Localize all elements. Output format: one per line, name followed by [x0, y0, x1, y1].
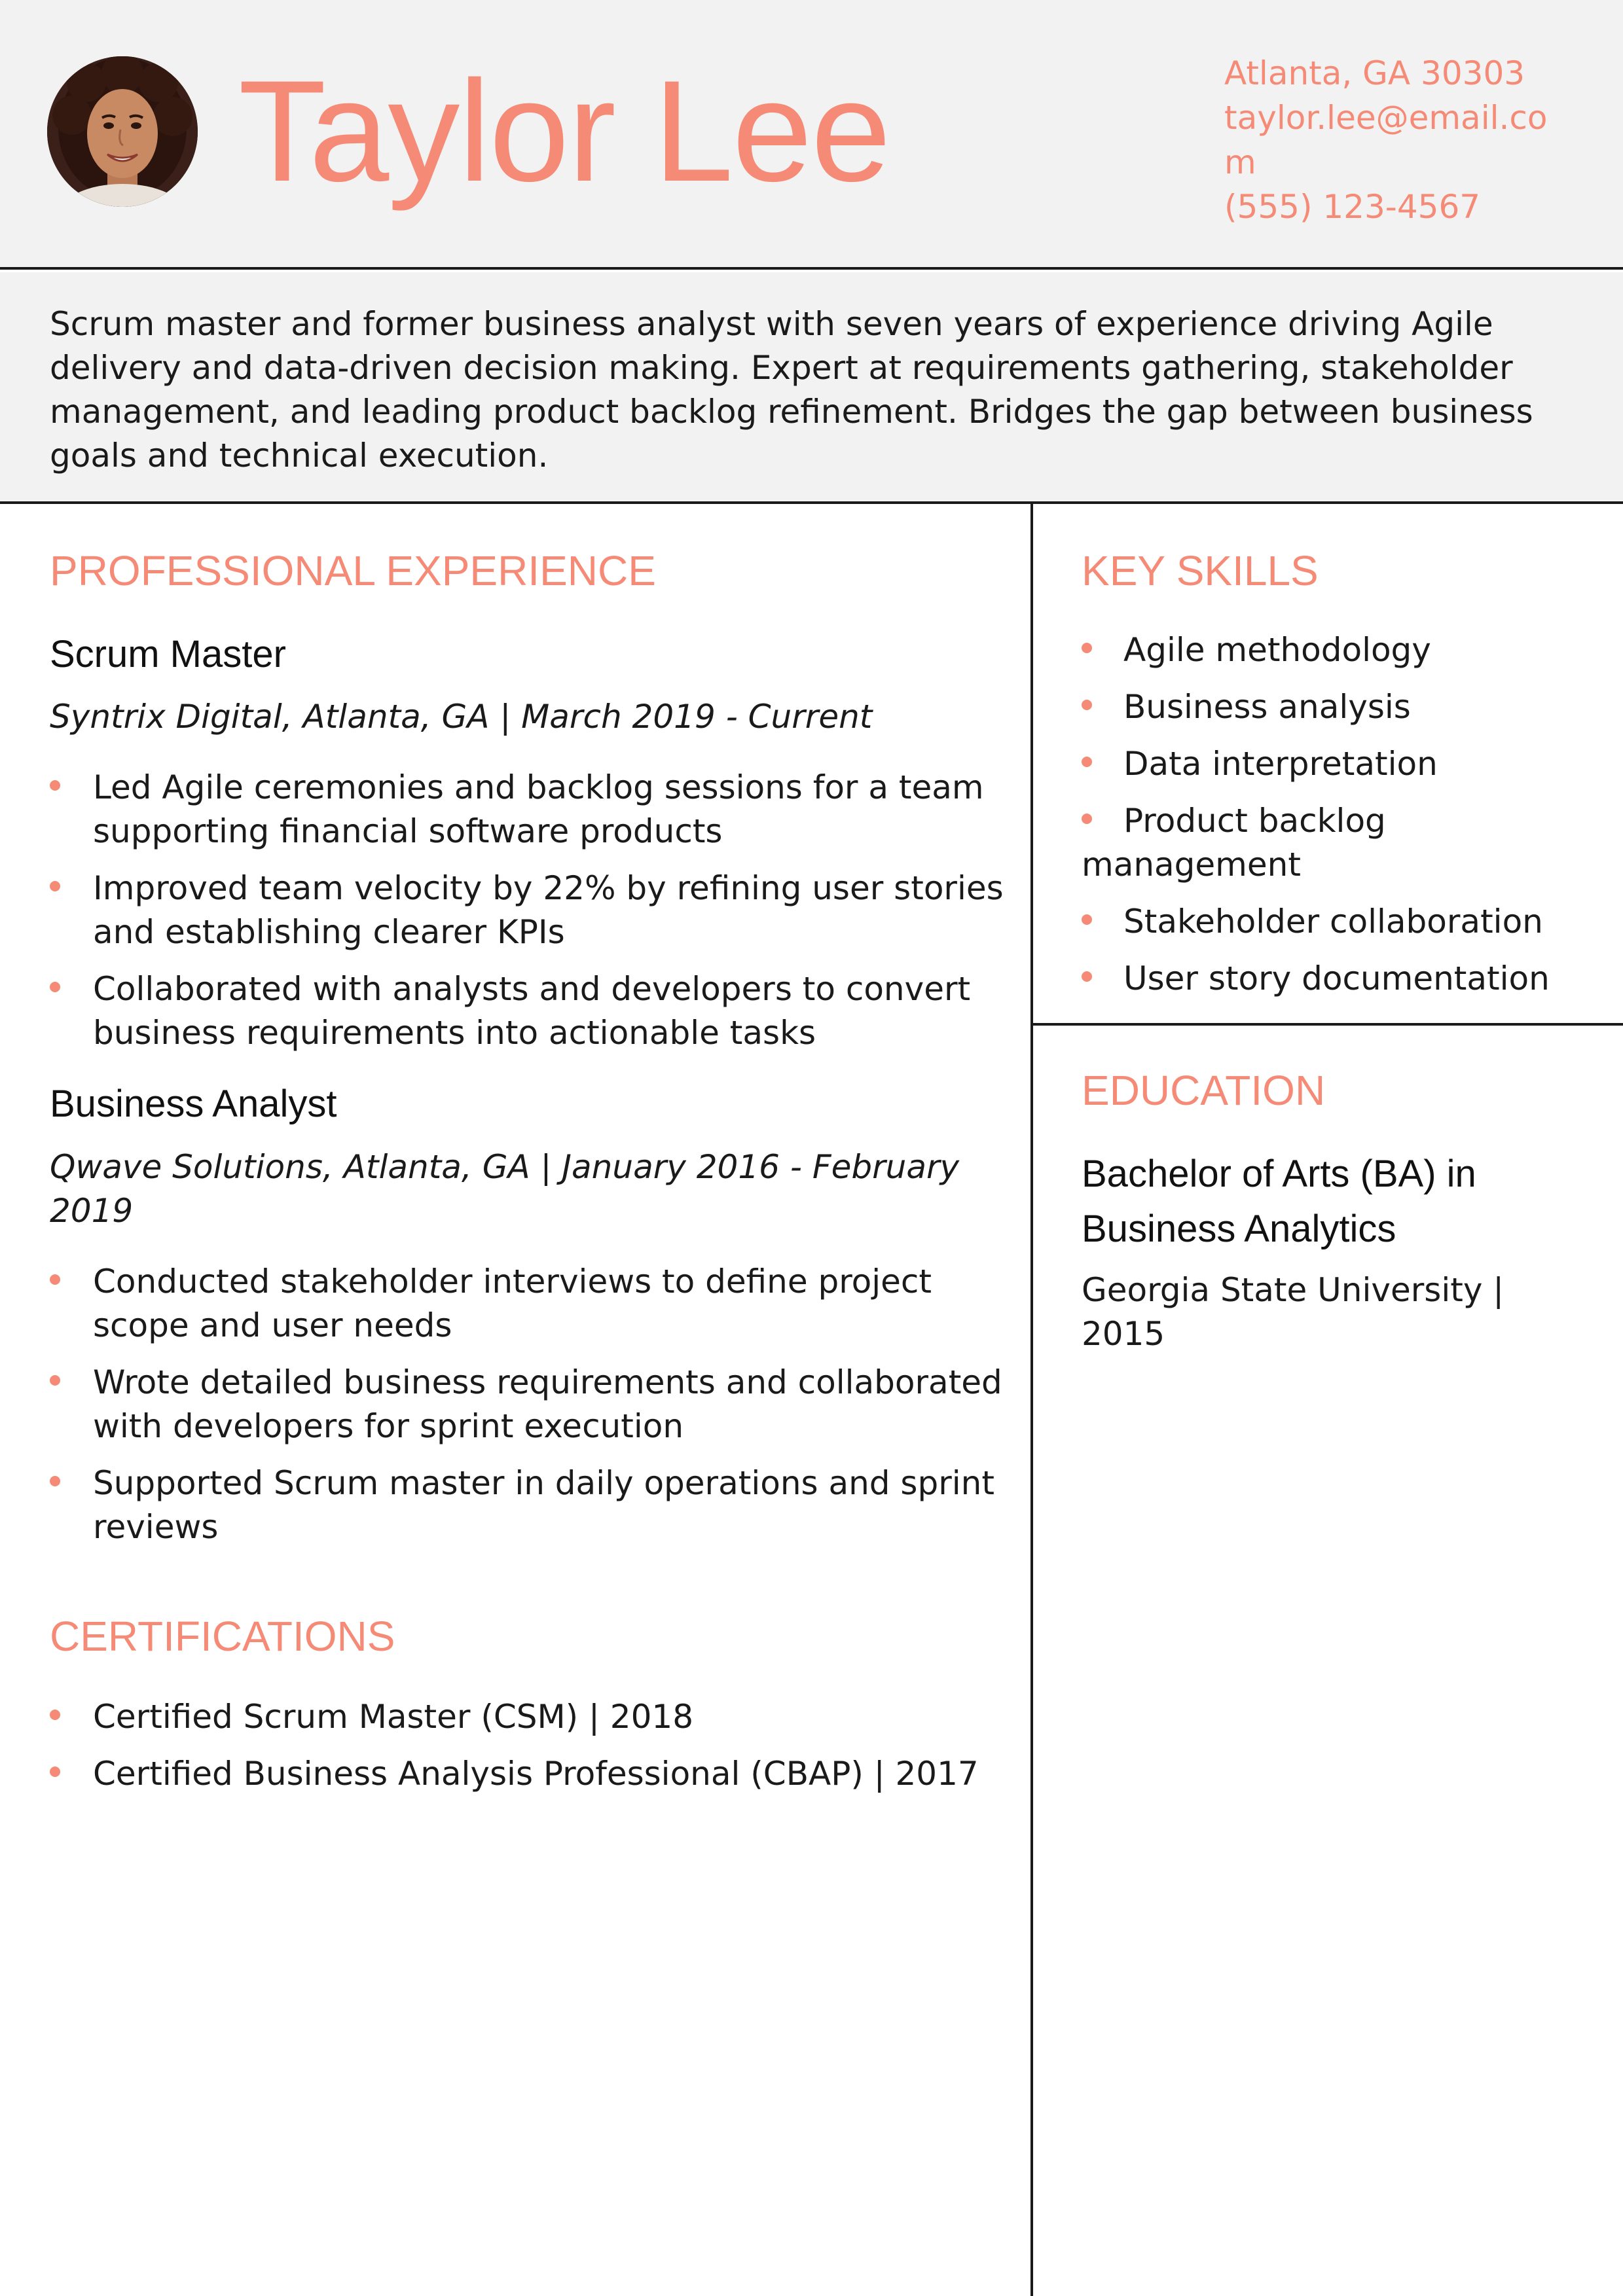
candidate-name: Taylor Lee [238, 50, 890, 211]
bullet-dot [1082, 914, 1092, 925]
skill-item [1082, 957, 1579, 1001]
contact-email[interactable]: taylor.lee@email.com [1224, 99, 1548, 181]
skill-label: Data interpretation [1123, 745, 1438, 783]
profile-photo [47, 56, 198, 207]
skill-item [1082, 628, 1579, 672]
job-bullet: Improved team velocity by 22% by refining user stories and establishing clearer KPIs [50, 867, 1006, 954]
job-meta: Syntrix Digital, Atlanta, GA | March 2019 - Current [50, 698, 873, 736]
certification-item: Certified Scrum Master (CSM) | 2018 [50, 1695, 1006, 1739]
skills-list [1082, 628, 1579, 1014]
job-title: Scrum Master [50, 633, 286, 675]
skill-label: User story documentation [1123, 960, 1550, 997]
job-bullet: Supported Scrum master in daily operations and sprint reviews [50, 1462, 1006, 1549]
bullet-dot [1082, 971, 1092, 982]
job-bullet: Led Agile ceremonies and backlog sessions for a team supporting financial software products [50, 766, 1006, 853]
job-title: Business Analyst [50, 1083, 337, 1125]
skill-item [1082, 900, 1579, 944]
education-school: Georgia State University | 2015 [1082, 1271, 1504, 1353]
skill-label: Stakeholder collaboration [1123, 903, 1543, 941]
skills-education-divider [1033, 1023, 1623, 1026]
skill-label: Business analysis [1123, 688, 1411, 726]
education-degree: Bachelor of Arts (BA) in Business Analytics [1082, 1153, 1476, 1250]
skill-item [1082, 742, 1579, 786]
certification-list [50, 1695, 1006, 1809]
professional-summary: Scrum master and former business analyst with seven years of experience driving Agile delivery and data-driven decision making. Expert at requirements gathering, stakeholder management, and leading product backlog refinement. Bridges the gap between business goals and technical execution. [0, 272, 1623, 504]
profile-photo-graphic [47, 56, 198, 207]
skill-label: Product backlog management [1082, 802, 1386, 884]
skill-item [1082, 685, 1579, 729]
job-bullets [50, 1260, 1006, 1562]
skill-label: Agile methodology [1123, 631, 1431, 669]
education-heading: EDUCATION [1082, 1067, 1326, 1114]
certifications-heading: CERTIFICATIONS [50, 1613, 395, 1660]
column-divider [1030, 504, 1033, 2296]
contact-block [1224, 51, 1565, 229]
job-bullet: Conducted stakeholder interviews to define project scope and user needs [50, 1260, 1006, 1348]
job-bullet: Wrote detailed business requirements and collaborated with developers for sprint execution [50, 1361, 1006, 1448]
resume-header [0, 0, 1623, 270]
certification-item: Certified Business Analysis Professional (CBAP) | 2017 [50, 1752, 1006, 1796]
bullet-dot [1082, 700, 1092, 710]
bullet-dot [1082, 757, 1092, 767]
job-bullets [50, 766, 1006, 1068]
job-meta: Qwave Solutions, Atlanta, GA | January 2016 - February 2019 [50, 1148, 960, 1230]
bullet-dot [1082, 643, 1092, 653]
skill-item [1082, 799, 1579, 887]
experience-heading: PROFESSIONAL EXPERIENCE [50, 547, 656, 594]
contact-phone[interactable]: (555) 123-4567 [1224, 188, 1481, 226]
bullet-dot [1082, 814, 1092, 824]
job-bullet: Collaborated with analysts and developers to convert business requirements into actionable tasks [50, 967, 1006, 1055]
skills-heading: KEY SKILLS [1082, 547, 1319, 594]
contact-location: Atlanta, GA 30303 [1224, 54, 1525, 92]
